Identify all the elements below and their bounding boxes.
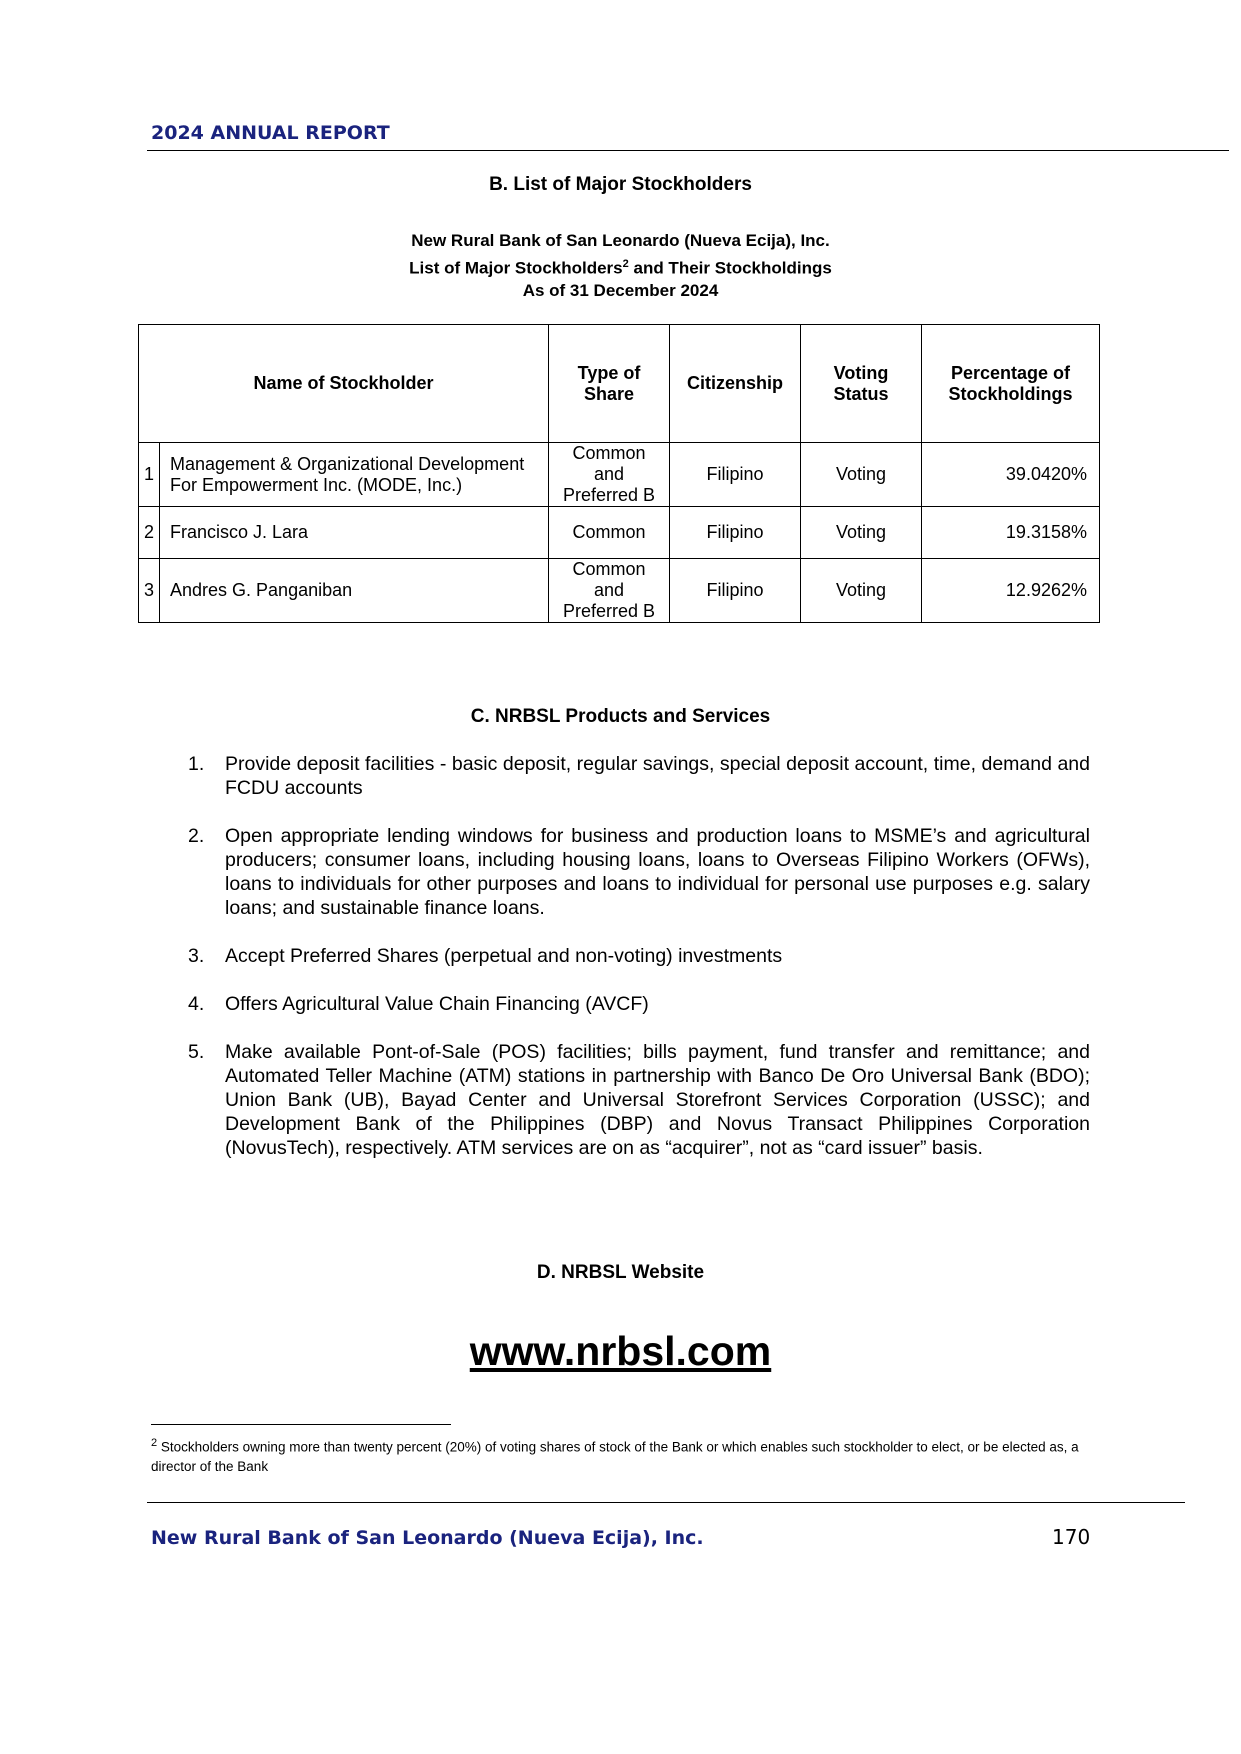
share-type: Common	[549, 507, 670, 559]
section-d-title: D. NRBSL Website	[536, 1262, 705, 1283]
row-number: 2	[139, 507, 160, 559]
voting-status: Voting	[801, 443, 922, 507]
col-header-voting: Voting Status	[801, 325, 922, 443]
share-type: Common and Preferred B	[549, 559, 670, 623]
col-header-percentage: Percentage of Stockholdings	[922, 325, 1100, 443]
section-c-title: C. NRBSL Products and Services	[470, 706, 771, 727]
list-item: 4. Offers Agricultural Value Chain Financing (AVCF)	[188, 993, 649, 1015]
stockholder-name: Andres G. Panganiban	[160, 559, 549, 623]
list-item: 1. Provide deposit facilities - basic deposit, regular savings, special deposit account, time, demand and FCDU accounts	[188, 753, 1090, 799]
percentage: 19.3158%	[922, 507, 1100, 559]
col-header-citizenship: Citizenship	[670, 325, 801, 443]
stockholders-table	[138, 324, 1100, 623]
footnote-ref: 2	[622, 258, 629, 270]
col-header-name: Name of Stockholder	[139, 325, 549, 443]
citizenship: Filipino	[670, 559, 801, 623]
stockholder-name: Francisco J. Lara	[160, 507, 549, 559]
share-type: Common and Preferred B	[549, 443, 670, 507]
footnote: $^2$ Stockholders owning more than twenty percent (20%) of voting shares of stock of the Bank or which enables such stockholder to elect, or be elected as, a director of the Bank	[151, 1437, 1079, 1474]
row-number: 1	[139, 443, 160, 507]
stockholder-name: Management & Organizational Development For Empowerment Inc. (MODE, Inc.)	[160, 443, 549, 507]
list-item: 3. Accept Preferred Shares (perpetual and non-voting) investments	[188, 945, 783, 967]
as-of-date: As of 31 December 2024	[522, 281, 719, 300]
services-list	[188, 752, 1090, 1184]
row-number: 3	[139, 559, 160, 623]
table-row	[139, 507, 1100, 559]
col-header-type: Type of Share	[549, 325, 670, 443]
stockholders-list-title: List of Major Stockholders$^2$ and Their Stockholdings	[409, 258, 832, 278]
section-b-title: B. List of Major Stockholders	[489, 174, 752, 195]
footnote-divider	[151, 1424, 451, 1425]
citizenship: Filipino	[670, 443, 801, 507]
percentage: 39.0420%	[922, 443, 1100, 507]
footnote-marker: 2	[151, 1437, 158, 1449]
footer-bank-name: New Rural Bank of San Leonardo (Nueva Ecija), Inc.	[151, 1527, 704, 1549]
citizenship: Filipino	[670, 507, 801, 559]
page-number: 170	[1052, 1525, 1091, 1549]
bank-name-heading: New Rural Bank of San Leonardo (Nueva Ecija), Inc.	[411, 231, 830, 250]
list-item: 5. Make available Pont-of-Sale (POS) facilities; bills payment, fund transfer and remittance; and Automated Teller Machine (ATM) stations in partnership with Banco De Oro Universal Bank (BDO); Union Bank (UB), Bayad Center and Universal Storefront Services Corporation (USSC); and Development Bank of the Philippines (DBP) and Novus Transact Philippines Corporation (NovusTech), respectively. ATM services are on as “acquirer”, not as “card issuer” basis.	[188, 1041, 1090, 1159]
report-header-title: 2024 ANNUAL REPORT	[151, 122, 390, 144]
table-row	[139, 559, 1100, 623]
voting-status: Voting	[801, 507, 922, 559]
footer-divider	[147, 1502, 1185, 1503]
header-divider	[147, 150, 1229, 151]
voting-status: Voting	[801, 559, 922, 623]
table-header-row	[139, 325, 1100, 443]
list-item: 2. Open appropriate lending windows for business and production loans to MSME’s and agricultural producers; consumer loans, including housing loans, loans to Overseas Filipino Workers (OFWs), loans to individuals for other purposes and loans to individual for personal use purposes e.g. salary loans; and sustainable finance loans.	[188, 825, 1090, 919]
website-link[interactable]: www.nrbsl.com	[469, 1328, 772, 1374]
percentage: 12.9262%	[922, 559, 1100, 623]
table-row	[139, 443, 1100, 507]
